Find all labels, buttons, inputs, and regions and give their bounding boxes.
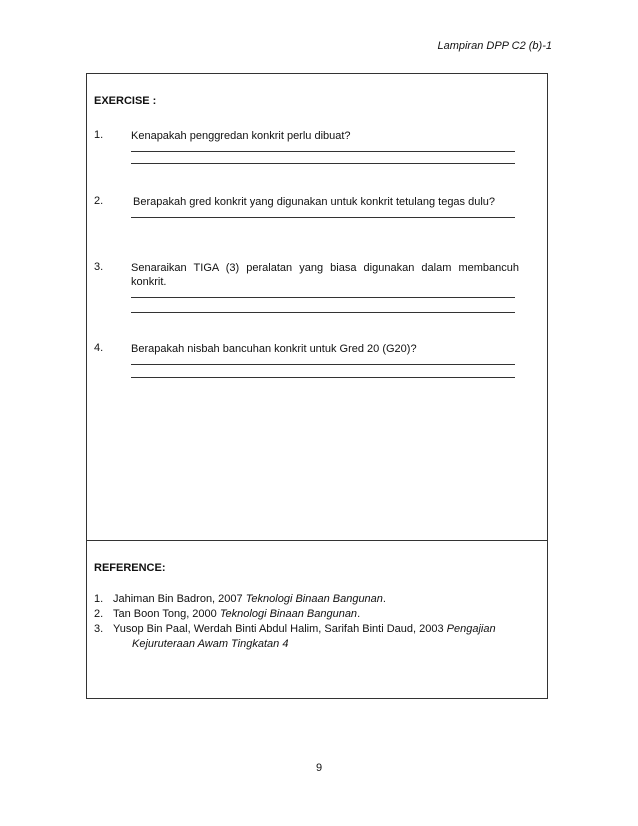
answer-line[interactable] (131, 217, 515, 218)
reference-title: REFERENCE: (94, 562, 166, 574)
reference-author: Tan Boon Tong, 2000 (113, 608, 220, 620)
question-text: Berapakah nisbah bancuhan konkrit untuk Gred 20 (G20)? (131, 343, 417, 355)
question-number: 3. (94, 261, 104, 273)
section-divider (87, 540, 547, 541)
reference-author: Jahiman Bin Badron, 2007 (113, 593, 246, 605)
reference-item (94, 607, 534, 622)
question-number: 4. (94, 342, 104, 354)
worksheet-box (86, 73, 548, 699)
question-text: Senaraikan TIGA (3) peralatan yang biasa digunakan dalam membancuh konkrit. (131, 262, 519, 288)
reference-punct: . (382, 593, 386, 605)
reference-title-text: Kejuruteraan Awam Tingkatan 4 (132, 638, 289, 650)
reference-title-text: Pengajian (446, 623, 496, 635)
exercise-title: EXERCISE : (94, 95, 157, 107)
reference-title-text: Teknologi Binaan Bangunan (219, 608, 358, 620)
reference-list (94, 592, 534, 652)
question-text: Berapakah gred konkrit yang digunakan untuk konkrit tetulang tegas dulu? (133, 196, 496, 208)
reference-punct: . (357, 608, 361, 620)
answer-line[interactable] (131, 377, 515, 378)
reference-number: 2. (94, 608, 104, 620)
question-number: 2. (94, 195, 104, 207)
answer-line[interactable] (131, 312, 515, 313)
answer-line[interactable] (131, 297, 515, 298)
reference-author: Yusop Bin Paal, Werdah Binti Abdul Halim, Sarifah Binti Daud, 2003 (113, 623, 447, 635)
question-text: Kenapakah penggredan konkrit perlu dibuat? (131, 130, 351, 142)
answer-line[interactable] (131, 364, 515, 365)
page-number: 9 (315, 762, 323, 774)
reference-item (94, 592, 534, 607)
reference-item (94, 622, 534, 652)
reference-number: 1. (94, 593, 104, 605)
answer-line[interactable] (131, 163, 515, 164)
answer-line[interactable] (131, 151, 515, 152)
reference-number: 3. (94, 623, 104, 635)
reference-title-text: Teknologi Binaan Bangunan (245, 593, 383, 605)
appendix-label: Lampiran DPP C2 (b)-1 (437, 40, 552, 52)
question-number: 1. (94, 129, 104, 141)
